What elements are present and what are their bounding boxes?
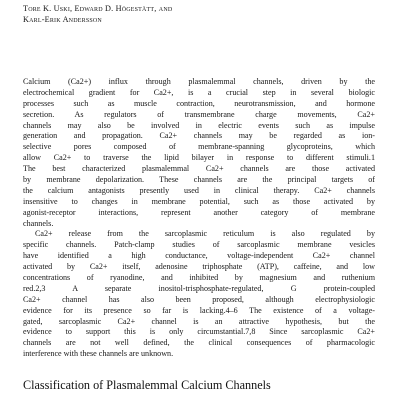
author-line-1: Tore K. Uski, Edward D. Högestätt, and <box>23 4 173 13</box>
body-line: processes such as muscle contraction, neurotransmission, and hormone <box>23 98 375 108</box>
body-line: evidence to support this is only circumstantial.7,8 Since sarcoplasmic Ca2+ <box>23 327 375 337</box>
body-line: The best characterized plasmalemmal Ca2+ channels are those activated <box>23 164 375 174</box>
body-line: red.2,3 A separate inositol-trisphosphate-regulated, G protein-coupled <box>23 283 375 293</box>
body-line: electrochemical gradient for Ca2+, is a crucial step in several biologic <box>23 87 375 97</box>
body-line: Calcium (Ca2+) influx through plasmalemmal channels, driven by the <box>23 77 375 86</box>
body-line: have identified a high conductance, voltage-independent Ca2+ channel <box>23 251 375 261</box>
body-line: channels. <box>23 218 54 228</box>
body-text <box>23 77 375 360</box>
body-line: by membrane depolarization. These channels are the principal targets of <box>23 175 375 185</box>
body-line: activated by Ca2+ itself, adenosine triphosphate (ATP), caffeine, and low <box>23 262 375 272</box>
body-line: concentrations of ryanodine, and inhibited by magnesium and ruthenium <box>23 273 375 283</box>
author-line-2: Karl-Erik Andersson <box>23 15 102 24</box>
author-list <box>23 3 172 25</box>
body-line: generation and propagation. Ca2+ channels may be regarded as ion- <box>23 131 375 141</box>
body-line: gated, sarcoplasmic Ca2+ channel is an attractive hypothesis, but the <box>23 316 375 326</box>
body-line: selective pores composed of membrane-spanning glycoproteins, which <box>23 142 375 152</box>
body-line: evidence for its presence so far is lacking.4–6 The existence of a voltage- <box>23 305 375 315</box>
body-line: channels are not well defined, the clinical consequences of pharmacologic <box>23 338 375 348</box>
body-line: channels may also be involved in electric events such as impulse <box>23 120 375 130</box>
body-line: interference with these channels are unknown. <box>23 349 174 359</box>
body-line: agonist-receptor interactions, represent another category of membrane <box>23 207 375 217</box>
body-line: Ca2+ channel has also been proposed, although electrophysiologic <box>23 294 375 304</box>
body-line: Ca2+ release from the sarcoplasmic reticulum is also regulated by <box>35 229 375 239</box>
body-line: allow Ca2+ to traverse the lipid bilayer in response to different stimuli.1 <box>23 153 375 163</box>
body-line: secretion. As regulators of transmembrane charge movements, Ca2+ <box>23 109 375 119</box>
body-line: insensitive to changes in membrane potential, such as those activated by <box>23 196 375 206</box>
body-line: specific channels. Patch-clamp studies of sarcoplasmic membrane vesicles <box>23 240 375 250</box>
section-heading: Classification of Plasmalemmal Calcium Channels <box>23 378 271 392</box>
body-line: the calcium antagonists presently used in clinical therapy. Ca2+ channels <box>23 185 375 195</box>
